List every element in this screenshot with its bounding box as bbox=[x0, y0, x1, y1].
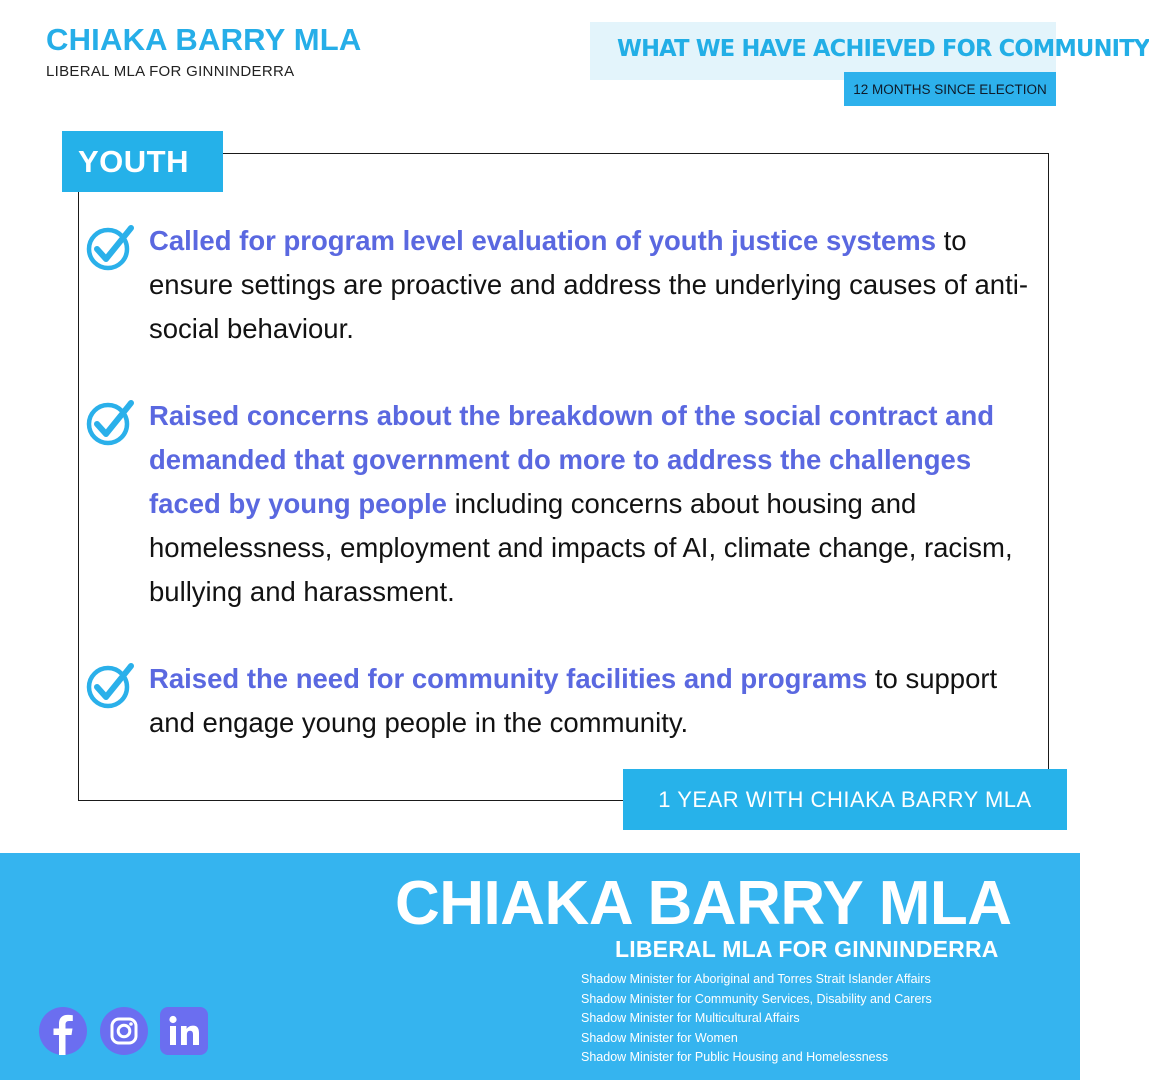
portfolio-list bbox=[581, 970, 932, 1068]
item-highlight: Called for program level evaluation of youth justice systems bbox=[149, 225, 937, 256]
checkmark-icon bbox=[86, 398, 136, 446]
portfolio-item: Shadow Minister for Multicultural Affairs bbox=[581, 1011, 800, 1025]
achieved-title: WHAT WE HAVE ACHIEVED FOR COMMUNITY bbox=[617, 36, 1149, 62]
header-name: CHIAKA BARRY MLA bbox=[46, 22, 362, 57]
item-text: including concerns about housing and homelessness, employment and impacts of AI, climate change, racism, bullying and harassment. bbox=[149, 488, 1013, 607]
linkedin-icon[interactable] bbox=[159, 1006, 209, 1056]
item-highlight: Raised the need for community facilities and programs bbox=[149, 663, 868, 694]
section-title: YOUTH bbox=[62, 131, 223, 192]
portfolio-item: Shadow Minister for Community Services, Disability and Carers bbox=[581, 991, 932, 1006]
list-item bbox=[86, 219, 1036, 351]
item-highlight: Raised concerns about the breakdown of the social contract and demanded that government do more to address the challenges faced by young people bbox=[149, 400, 995, 519]
header-role: LIBERAL MLA FOR GINNINDERRA bbox=[46, 63, 295, 80]
portfolio-item: Shadow Minister for Aboriginal and Torres Strait Islander Affairs bbox=[581, 972, 931, 986]
footer-role: LIBERAL MLA FOR GINNINDERRA bbox=[615, 936, 999, 962]
checkmark-icon bbox=[86, 661, 136, 709]
instagram-icon[interactable] bbox=[99, 1006, 149, 1056]
checkmark-icon bbox=[86, 223, 136, 271]
achievements-list bbox=[86, 219, 1036, 745]
footer-name: CHIAKA BARRY MLA bbox=[395, 869, 1012, 938]
item-text: to support and engage young people in the community. bbox=[149, 663, 998, 738]
portfolio-item: Shadow Minister for Public Housing and Homelessness bbox=[581, 1050, 889, 1064]
list-item bbox=[86, 394, 1036, 614]
months-since-election-badge: 12 MONTHS SINCE ELECTION bbox=[844, 72, 1056, 106]
item-text: to ensure settings are proactive and address the underlying causes of anti-social behaviour. bbox=[149, 225, 1028, 344]
list-item bbox=[86, 657, 1036, 745]
facebook-icon[interactable] bbox=[38, 1006, 88, 1056]
tagline-badge: 1 YEAR WITH CHIAKA BARRY MLA bbox=[623, 769, 1067, 830]
portfolio-item: Shadow Minister for Women bbox=[581, 1030, 738, 1045]
